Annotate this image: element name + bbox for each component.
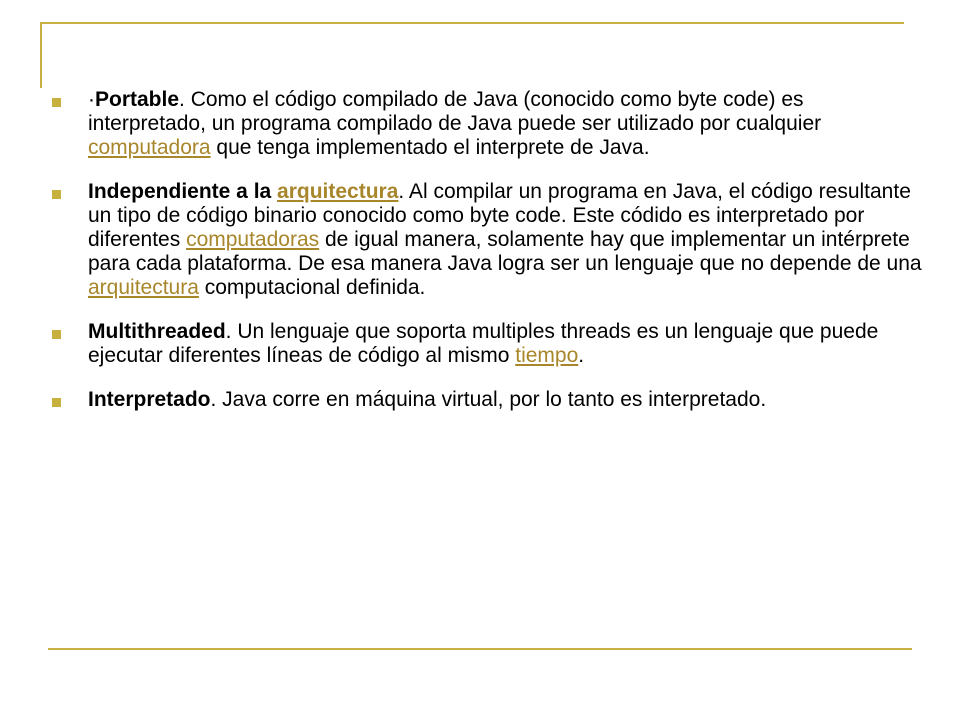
link-computadora[interactable]: computadora <box>88 136 211 159</box>
frame-top-line <box>40 22 904 24</box>
term-interpretado: Interpretado <box>88 388 211 411</box>
link-tiempo[interactable]: tiempo <box>515 344 579 367</box>
term-portable: Portable <box>95 88 180 111</box>
bullet-item-interpretado <box>52 388 922 412</box>
bullet-item-independiente <box>52 180 922 300</box>
text-segment: que tenga implementado el interprete de Java. <box>210 136 650 159</box>
square-bullet-icon <box>52 190 61 199</box>
bullet-prefix: · <box>88 88 95 111</box>
frame-left-line <box>40 22 42 88</box>
bullet-item-multithreaded <box>52 320 922 368</box>
text-segment: computacional definida. <box>198 276 426 299</box>
text-segment: . Al compilar un programa en Java, el código resultante un tipo de código binario conocido como byte code. Este códido es interpretado por diferentes <box>88 180 911 251</box>
link-arquitectura[interactable]: arquitectura <box>277 180 399 203</box>
square-bullet-icon <box>52 398 61 407</box>
bullet-item-portable <box>52 88 922 160</box>
text-segment: de igual manera, solamente hay que implementar un intérprete para cada plataforma. De esa manera Java logra ser un lenguaje que no depende de una <box>88 228 922 275</box>
text-segment: . Un lenguaje que soporta multiples threads es un lenguaje que puede ejecutar diferentes líneas de código al mismo <box>88 320 879 367</box>
text-segment: . Como el código compilado de Java (conocido como byte code) es interpretado, un programa compilado de Java puede ser utilizado por cualquier <box>88 88 822 135</box>
square-bullet-icon <box>52 330 61 339</box>
text-segment: . <box>578 344 585 367</box>
bullet-list <box>52 88 922 412</box>
square-bullet-icon <box>52 98 61 107</box>
link-arquitectura-2[interactable]: arquitectura <box>88 276 199 299</box>
link-computadoras[interactable]: computadoras <box>186 228 320 251</box>
text-segment: . Java corre en máquina virtual, por lo tanto es interpretado. <box>210 388 767 411</box>
term-independiente: Independiente a la <box>88 180 278 203</box>
frame-bottom-line <box>48 648 912 650</box>
term-multithreaded: Multithreaded <box>88 320 226 343</box>
